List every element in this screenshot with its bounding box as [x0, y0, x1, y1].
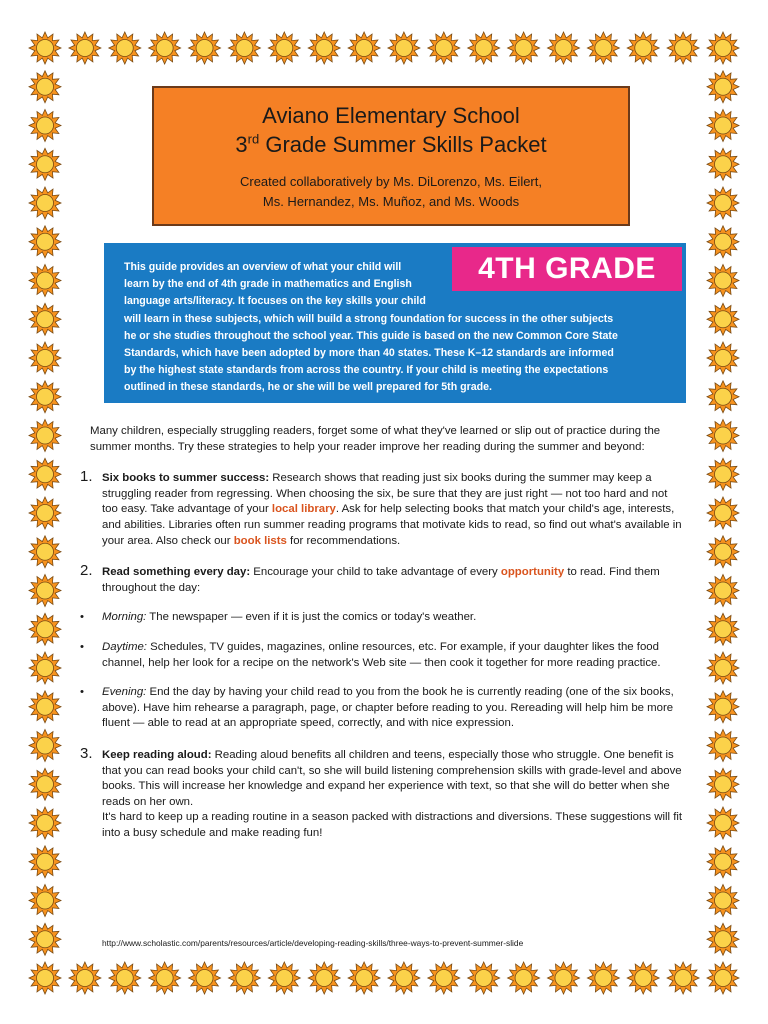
- sun-icon: [29, 691, 61, 723]
- sun-icon: [508, 962, 540, 994]
- sun-icon: [707, 575, 739, 607]
- grade-label: 4TH GRADE: [452, 247, 682, 291]
- sun-icon: [707, 613, 739, 645]
- sun-icon: [707, 885, 739, 917]
- sun-icon: [707, 342, 739, 374]
- sun-icon: [548, 962, 580, 994]
- list-item-read-every-day: 2. Read something every day: Encourage your child to take advantage of every opportunity to read. Find them throughout the day:: [80, 562, 660, 594]
- sun-icon: [707, 768, 739, 800]
- sun-icon: [707, 807, 739, 839]
- sun-icon: [189, 962, 221, 994]
- sun-icon: [707, 32, 739, 64]
- bullet-evening: • Evening: End the day by having your child read to you from the book he is currently reading (one of the six books, above). Have him rehearse a paragraph, page, or chapter before reading to you. Rereading will help him be more fluent — able to read at an appropriate speed, correctly, and with nice expression.: [80, 686, 674, 730]
- sun-icon: [29, 32, 61, 64]
- sun-icon: [29, 730, 61, 762]
- sun-icon: [29, 187, 61, 219]
- sun-icon: [268, 32, 300, 64]
- sun-icon: [468, 32, 500, 64]
- sun-icon: [667, 32, 699, 64]
- sun-icon: [29, 575, 61, 607]
- sun-icon: [29, 807, 61, 839]
- sun-icon: [707, 110, 739, 142]
- sun-icon: [29, 420, 61, 452]
- sun-icon: [428, 962, 460, 994]
- sun-icon: [707, 923, 739, 955]
- sun-icon: [109, 962, 141, 994]
- body-text: [80, 424, 686, 841]
- sun-icon: [29, 303, 61, 335]
- local-library-link[interactable]: local library: [271, 503, 336, 516]
- sun-icon: [149, 962, 181, 994]
- intro-paragraph: Many children, especially struggling readers, forget some of what they've learned or slip out of practice during the summer months. Try these strategies to help your reader improve her reading during the summer and beyond:: [90, 425, 661, 453]
- sun-icon: [29, 342, 61, 374]
- book-lists-link[interactable]: book lists: [233, 534, 287, 547]
- sun-icon: [189, 32, 221, 64]
- packet-title: 3rd Grade Summer Skills Packet: [235, 131, 547, 157]
- sun-icon: [508, 32, 540, 64]
- sun-icon: [29, 923, 61, 955]
- sun-icon: [69, 32, 101, 64]
- credits: Created collaboratively by Ms. DiLorenzo, Ms. Eilert, Ms. Hernandez, Ms. Muñoz, and Ms. Woods: [239, 174, 542, 209]
- sun-icon: [707, 71, 739, 103]
- sun-icon: [627, 32, 659, 64]
- sun-icon: [308, 962, 340, 994]
- sun-icon: [149, 32, 181, 64]
- header-box: [152, 86, 630, 226]
- sun-icon: [707, 536, 739, 568]
- sun-icon: [388, 962, 420, 994]
- sun-icon: [707, 187, 739, 219]
- sun-icon: [707, 303, 739, 335]
- sun-icon: [29, 226, 61, 258]
- bullet-daytime: • Daytime: Schedules, TV guides, magazines, online resources, etc. For example, if your daughter likes the food channel, help her look for a recipe on the network's Web site — then cook it together for more reading practice.: [80, 640, 661, 669]
- sun-icon: [587, 32, 619, 64]
- grade-overview-box: [104, 243, 686, 403]
- sun-icon: [29, 536, 61, 568]
- bullet-morning: • Morning: The newspaper — even if it is just the comics or today's weather.: [80, 611, 477, 624]
- sun-icon: [228, 962, 260, 994]
- sun-icon: [428, 32, 460, 64]
- sun-icon: [548, 32, 580, 64]
- sun-icon: [707, 148, 739, 180]
- sun-icon: [707, 962, 739, 994]
- grade-overview-text: This guide provides an overview of what your child will learn by the end of 4th grade in mathematics and English language arts/literacy. It focuses on the key skills your child will learn in these subjects, which will build a strong foundation for success in the other subjects he or she studies throughout the school year. This guide is based on the new Common Core State Standards, which have been adopted by more than 40 states. These K–12 standards are informed by the highest state standards from across the country. If your child is meeting the expectations outlined in these standards, he or she will be well prepared for 5th grade.: [124, 261, 618, 394]
- sun-icon: [707, 226, 739, 258]
- sun-icon: [707, 420, 739, 452]
- sun-icon: [29, 265, 61, 297]
- sun-icon: [29, 497, 61, 529]
- sun-icon: [388, 32, 420, 64]
- sun-icon: [707, 652, 739, 684]
- sun-icon: [707, 265, 739, 297]
- sun-icon: [348, 962, 380, 994]
- sun-icon: [707, 458, 739, 490]
- sun-icon: [29, 885, 61, 917]
- sun-icon: [29, 71, 61, 103]
- sun-icon: [707, 846, 739, 878]
- sun-icon: [29, 962, 61, 994]
- sun-icon: [707, 381, 739, 413]
- sun-icon: [29, 846, 61, 878]
- sun-icon: [627, 962, 659, 994]
- sun-icon: [29, 768, 61, 800]
- sun-icon: [29, 381, 61, 413]
- source-url[interactable]: http://www.scholastic.com/parents/resources/article/developing-reading-skills/three-ways-to-prevent-summer-slide: [102, 938, 524, 948]
- list-item-six-books: 1. Six books to summer success: Research shows that reading just six books during the summer may keep a struggling reader from regressing. When choosing the six, be sure that they are just right — not too hard and not too easy. Take advantage of your local library. Ask for help selecting books that match your child's age, interests, and abilities. Libraries often run summer reading programs that motivate kids to read, so find out what's available in your area. Also check our book lists for recommendations.: [80, 468, 682, 547]
- sun-icon: [707, 691, 739, 723]
- sun-icon: [667, 962, 699, 994]
- sun-icon: [268, 962, 300, 994]
- sun-icon: [308, 32, 340, 64]
- sun-icon: [707, 730, 739, 762]
- list-item-read-aloud: 3. Keep reading aloud: Reading aloud benefits all children and teens, especially those who struggle. One benefit is that you can read books your child can't, so she will build listening comprehension skills with grade-level and above books. This will increase her knowledge and expand her experience with text, so that she will do better when she reads on her own. It's hard to keep up a reading routine in a season packed with distractions and diversions. These suggestions will fit into a busy schedule and make reading fun!: [80, 744, 683, 839]
- sun-icon: [348, 32, 380, 64]
- sun-icon: [29, 148, 61, 180]
- sun-icon: [707, 497, 739, 529]
- sun-icon: [468, 962, 500, 994]
- sun-icon: [228, 32, 260, 64]
- sun-icon: [29, 613, 61, 645]
- sun-icon: [587, 962, 619, 994]
- sun-icon: [29, 110, 61, 142]
- sun-icon: [29, 458, 61, 490]
- sun-icon: [109, 32, 141, 64]
- sun-icon: [69, 962, 101, 994]
- opportunity-link[interactable]: opportunity: [500, 566, 565, 579]
- sun-icon: [29, 652, 61, 684]
- school-name: Aviano Elementary School: [262, 103, 520, 128]
